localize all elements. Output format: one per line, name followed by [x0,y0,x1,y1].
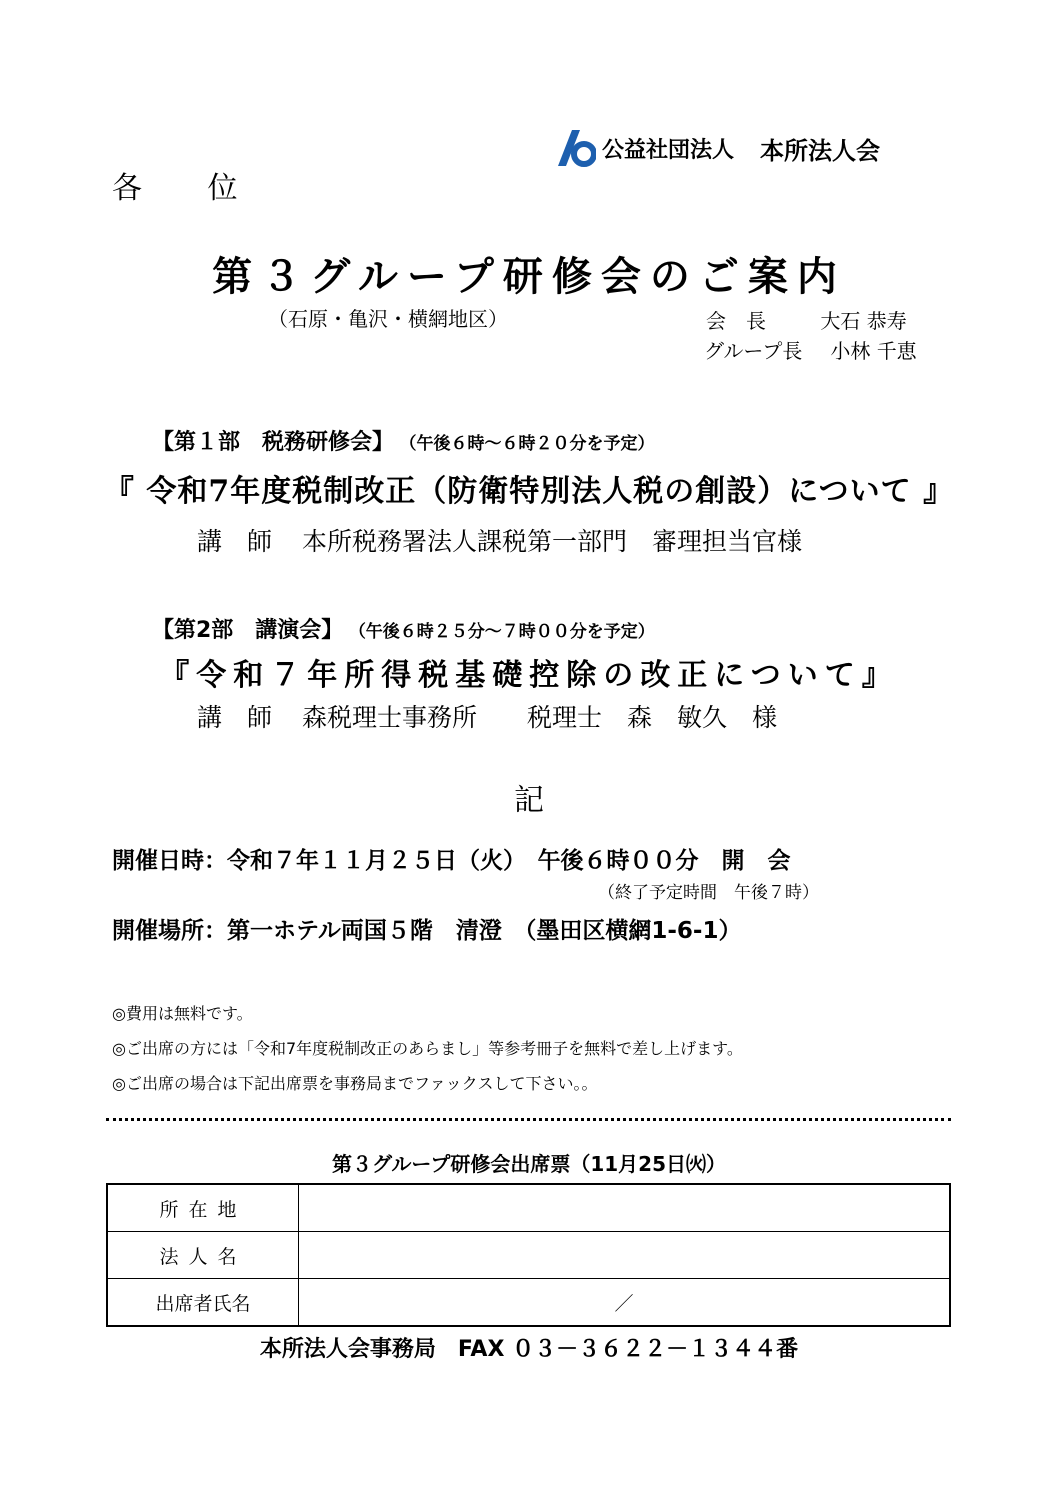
officer-group-leader [704,335,917,364]
part1-time: （午後６時～６時２０分を予定） [408,434,655,454]
form-label-address: 所在地 [107,1184,299,1232]
note-fee: ◎費用は無料です。 [112,1004,253,1023]
event-date-label: 開催日時： [112,848,227,874]
form-field-address[interactable] [299,1184,951,1232]
event-place-label: 開催場所： [112,918,227,944]
form-field-attendee[interactable]: ／ [299,1279,951,1327]
form-row-corporation [107,1232,950,1279]
form-field-corporation[interactable] [299,1232,951,1279]
ki-heading: 記 [514,783,544,818]
lecturer-label: 講 師 [197,703,273,732]
org-type: 公益社団法人 [602,137,735,163]
note-booklet: ◎ご出席の方には「令和7年度税制改正のあらまし」等参考冊子を無料で差し上げます。 [112,1039,743,1058]
part2-title: 【第2部 講演会】 [152,618,344,643]
officer-role: 会 長 [706,309,766,333]
lecturer-name: 森税理士事務所 税理士 森 敏久 様 [301,703,777,732]
addressee: 各 位 [112,171,266,206]
lecturer-name: 本所税務署法人課税第一部門 審理担当官様 [301,527,802,556]
part2-time: （午後６時２５分～７時００分を予定） [357,622,655,642]
officer-name: 大石 恭寿 [820,309,907,333]
event-date-value: 令和７年１１月２５日（火） 午後６時００分 開 会 [227,848,791,874]
area-subtitle: （石原・亀沢・横網地区） [268,307,508,331]
association-logo-icon [556,128,596,168]
cut-line-divider [106,1118,951,1121]
part2-topic: 『令和７年所得税基礎控除の改正について』 [159,658,899,693]
event-date [112,842,791,875]
page-title: 第３グループ研修会のご案内 [212,253,846,300]
note-fax: ◎ご出席の場合は下記出席票を事務局までファックスして下さい。。 [112,1074,598,1093]
officer-chairman [706,305,907,334]
form-label-corporation: 法人名 [107,1232,299,1279]
event-place [112,912,741,945]
officer-name: 小林 千恵 [830,339,917,363]
officer-role: グループ長 [704,339,803,363]
organization-header [556,128,880,168]
part1-title: 【第１部 税務研修会】 [152,430,395,455]
event-end-note: （終了予定時間 午後７時） [598,883,819,903]
form-row-attendee [107,1279,950,1327]
part1-topic: 『 令和7年度税制改正（防衛特別法人税の創設）について 』 [103,474,955,509]
part2-heading [152,613,655,644]
fax-footer: 本所法人会事務局 FAX ０３－３６２２－１３４４番 [259,1337,799,1362]
attendance-form-table [106,1183,951,1327]
part2-lecturer [197,698,777,734]
org-name: 本所法人会 [760,136,881,165]
form-row-address [107,1184,950,1232]
part1-heading [152,425,655,456]
form-label-attendee: 出席者氏名 [107,1279,299,1327]
event-place-value: 第一ホテル両国５階 清澄 （墨田区横網1-6-1） [227,918,742,944]
attendance-form-title: 第３グループ研修会出席票（11月25日㈫） [331,1152,727,1176]
lecturer-label: 講 師 [197,527,273,556]
part1-lecturer [197,522,802,558]
